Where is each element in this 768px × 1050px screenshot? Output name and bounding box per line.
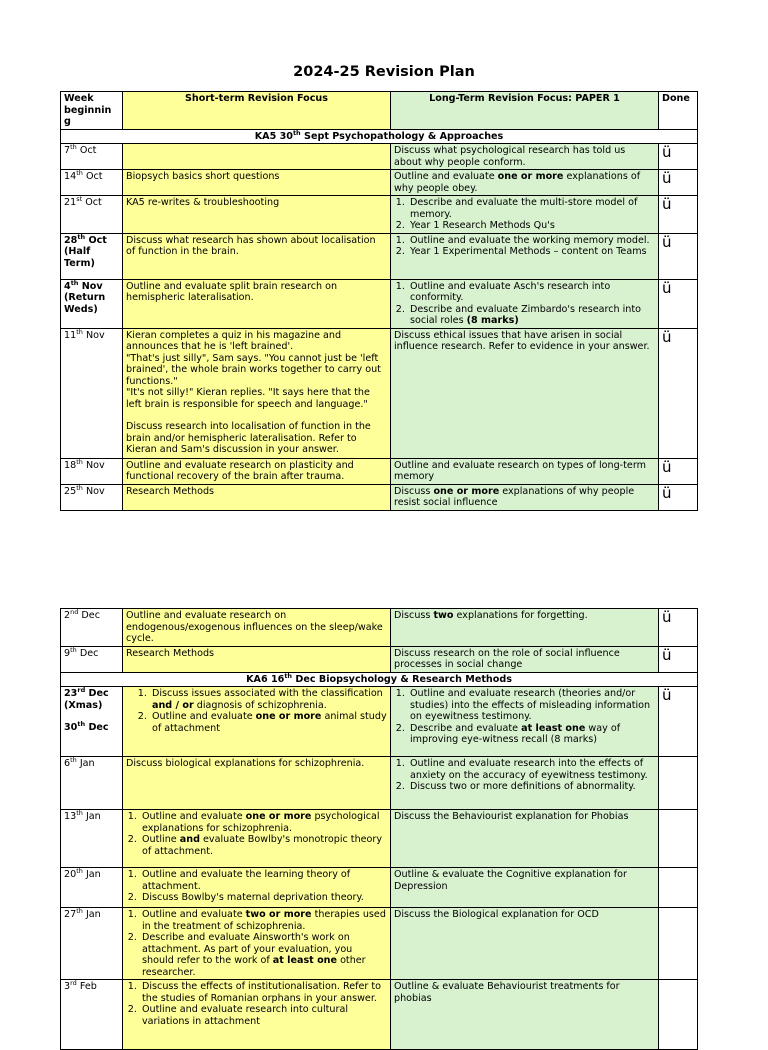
week-cell: 27: [64, 909, 77, 920]
long-term-cell: Discuss ethical issues that have arisen in social influence research. Refer to evidence in your answer.: [391, 328, 659, 458]
short-term-cell: 1. Discuss the effects of institutionalisation. Refer to the studies of Romanian orphans in your answer. 2. Outline and evaluate research into cultural variations in attachment: [123, 980, 391, 1050]
week-cell: 13: [64, 811, 77, 822]
short-term-cell: Research Methods: [123, 484, 391, 510]
long-term-cell: 1. Outline and evaluate Asch's research into conformity. 2. Describe and evaluate Zimbardo's research into social roles (8 marks): [391, 279, 659, 328]
ka6-row: KA6 16th Dec Biopsychology & Research Methods: [61, 672, 698, 687]
done-check: ü: [659, 279, 698, 328]
week-cell: 6: [64, 758, 71, 769]
done-empty: [659, 908, 698, 980]
week-cell: 28: [64, 234, 78, 246]
long-term-cell: Discuss the Behaviourist explanation for Phobias: [391, 810, 659, 868]
long-term-cell: 1. Describe and evaluate the multi-store model of memory. 2. Year 1 Research Methods Qu's: [391, 196, 659, 234]
table-row: 14th Oct Biopsych basics short questions Outline and evaluate one or more explanations of why people obey. ü: [61, 170, 698, 196]
done-empty: [659, 757, 698, 810]
long-term-cell: 1. Outline and evaluate research into the effects of anxiety on the accuracy of eyewitness testimony. 2. Discuss two or more definitions of abnormality.: [391, 757, 659, 810]
week-cell: 14: [64, 171, 77, 182]
long-term-cell: Discuss the Biological explanation for OCD: [391, 908, 659, 980]
table-row: 4th Nov (Return Weds) Outline and evaluate split brain research on hemispheric lateralisation. 1. Outline and evaluate Asch's research into conformity. 2. Describe and evaluate Zimbardo's research into social roles (8 marks) ü: [61, 279, 698, 328]
done-empty: [659, 868, 698, 908]
done-check: ü: [659, 458, 698, 484]
done-empty: [659, 980, 698, 1050]
done-check: ü: [659, 233, 698, 279]
short-term-cell: KA5 re-writes & troubleshooting: [123, 196, 391, 234]
table-row: 27th Jan 1. Outline and evaluate two or more therapies used in the treatment of schizophrenia. 2. Describe and evaluate Ainsworth's work on attachment. As part of your evaluation, you should refer to the work of at least one other researcher. Discuss the Biological explanation for OCD: [61, 908, 698, 980]
table-row: 13th Jan 1. Outline and evaluate one or more psychological explanations for schizophrenia. 2. Outline and evaluate Bowlby's monotropic theory of attachment. Discuss the Behaviourist explanation for Phobias: [61, 810, 698, 868]
week-cell: 11: [64, 329, 77, 341]
revision-table-part-1: [60, 91, 698, 511]
week-cell: 2: [64, 610, 71, 621]
long-term-cell: Outline and evaluate one or more explanations of why people obey.: [391, 170, 659, 196]
table-row: 28th Oct (Half Term) Discuss what research has shown about localisation of function in the brain. 1. Outline and evaluate the working memory model. 2. Year 1 Experimental Methods – content on Teams ü: [61, 233, 698, 279]
long-term-cell: Outline and evaluate research on types of long-term memory: [391, 458, 659, 484]
long-term-cell: Discuss two explanations for forgetting.: [391, 609, 659, 647]
ka5-row: KA5 30th Sept Psychopathology & Approaches: [61, 129, 698, 144]
week-cell: 3: [64, 981, 71, 992]
table-row: 25th Nov Research Methods Discuss one or more explanations of why people resist social influence ü: [61, 484, 698, 510]
header-long-term: Long-Term Revision Focus: PAPER 1: [391, 92, 659, 130]
long-term-cell: 1. Outline and evaluate the working memory model. 2. Year 1 Experimental Methods – content on Teams: [391, 233, 659, 279]
week-cell: 21: [64, 197, 77, 208]
week-cell: 30: [64, 722, 78, 733]
page-title: 2024-25 Revision Plan: [293, 64, 475, 80]
long-term-cell: Discuss what psychological research has told us about why people conform.: [391, 144, 659, 170]
week-cell: 20: [64, 869, 77, 880]
long-term-cell: Outline & evaluate the Cognitive explanation for Depression: [391, 868, 659, 908]
short-term-cell: 1. Discuss issues associated with the classification and / or diagnosis of schizophrenia. 2. Outline and evaluate one or more animal study of attachment: [123, 687, 391, 757]
long-term-cell: Discuss one or more explanations of why people resist social influence: [391, 484, 659, 510]
short-term-cell: 1. Outline and evaluate the learning theory of attachment. 2. Discuss Bowlby's maternal deprivation theory.: [123, 868, 391, 908]
done-check: ü: [659, 687, 698, 757]
done-empty: [659, 810, 698, 868]
week-cell: 4: [64, 280, 71, 292]
week-cell: 25: [64, 485, 77, 497]
done-check: ü: [659, 328, 698, 458]
long-term-cell: Discuss research on the role of social influence processes in social change: [391, 646, 659, 672]
short-term-cell: Outline and evaluate research on endogenous/exogenous influences on the sleep/wake cycle.: [123, 609, 391, 647]
header-short-term: Short-term Revision Focus: [123, 92, 391, 130]
done-check: ü: [659, 484, 698, 510]
done-check: ü: [659, 170, 698, 196]
done-check: ü: [659, 196, 698, 234]
short-term-cell: Outline and evaluate research on plasticity and functional recovery of the brain after trauma.: [123, 458, 391, 484]
table-row: 20th Jan 1. Outline and evaluate the learning theory of attachment. 2. Discuss Bowlby's maternal deprivation theory. Outline & evaluate the Cognitive explanation for Depression: [61, 868, 698, 908]
table-row: 3rd Feb 1. Discuss the effects of institutionalisation. Refer to the studies of Romanian orphans in your answer. 2. Outline and evaluate research into cultural variations in attachment Outline & evaluate Behaviourist treatments for phobias: [61, 980, 698, 1050]
table-row: 11th Nov Kieran completes a quiz in his magazine and announces that he is 'left brained'. "That's just silly", Sam says. "You cannot just be 'left brained', the whole brain works together to carry out functions." "It's not silly!" Kieran replies. "It says here that the left brain is responsible for speech and language." Discuss research into localisation of function in the brain and/or hemispheric lateralisation. Refer to Kieran and Sam's discussion in your answer. Discuss ethical issues that have arisen in social influence research. Refer to evidence in your answer. ü: [61, 328, 698, 458]
week-cell: 7: [64, 145, 71, 156]
short-term-cell: Kieran completes a quiz in his magazine and announces that he is 'left brained'. "That's just silly", Sam says. "You cannot just be 'left brained', the whole brain works together to carry out functions." "It's not silly!" Kieran replies. "It says here that the left brain is responsible for speech and language." Discuss research into localisation of function in the brain and/or hemispheric lateralisation. Refer to Kieran and Sam's discussion in your answer.: [123, 328, 391, 458]
short-term-cell: Discuss biological explanations for schizophrenia.: [123, 757, 391, 810]
table-row: 18th Nov Outline and evaluate research on plasticity and functional recovery of the brain after trauma. Outline and evaluate research on types of long-term memory ü: [61, 458, 698, 484]
week-cell: 23: [64, 688, 78, 699]
short-term-cell: Research Methods: [123, 646, 391, 672]
done-check: ü: [659, 609, 698, 647]
table-row: 9th Dec Research Methods Discuss research on the role of social influence processes in social change ü: [61, 646, 698, 672]
table-row: 23rd Dec (Xmas) 30th Dec 1. Discuss issues associated with the classification and / or diagnosis of schizophrenia. 2. Outline and evaluate one or more animal study of attachment 1. Outline and evaluate research (theories and/or studies) into the effects of misleading information on eyewitness testimony. 2. Describe and evaluate at least one way of improving eye-witness recall (8 marks) ü: [61, 687, 698, 757]
short-term-cell: 1. Outline and evaluate two or more therapies used in the treatment of schizophrenia. 2. Describe and evaluate Ainsworth's work on attachment. As part of your evaluation, you should refer to the work of at least one other researcher.: [123, 908, 391, 980]
short-term-cell: Biopsych basics short questions: [123, 170, 391, 196]
table-row: 21st Oct KA5 re-writes & troubleshooting 1. Describe and evaluate the multi-store model of memory. 2. Year 1 Research Methods Qu's ü: [61, 196, 698, 234]
week-cell: 18: [64, 459, 77, 471]
long-term-cell: Outline & evaluate Behaviourist treatments for phobias: [391, 980, 659, 1050]
short-term-cell: Outline and evaluate split brain research on hemispheric lateralisation.: [123, 279, 391, 328]
week-cell: 9: [64, 647, 71, 659]
header-done: Done: [659, 92, 698, 130]
short-term-cell: Discuss what research has shown about localisation of function in the brain.: [123, 233, 391, 279]
table-row: 6th Jan Discuss biological explanations for schizophrenia. 1. Outline and evaluate research into the effects of anxiety on the accuracy of eyewitness testimony. 2. Discuss two or more definitions of abnormality.: [61, 757, 698, 810]
table-row: 7th Oct Discuss what psychological research has told us about why people conform. ü: [61, 144, 698, 170]
done-check: ü: [659, 646, 698, 672]
table-row: 2nd Dec Outline and evaluate research on endogenous/exogenous influences on the sleep/wake cycle. Discuss two explanations for forgetting. ü: [61, 609, 698, 647]
revision-table-part-2: [60, 608, 698, 1050]
long-term-cell: 1. Outline and evaluate research (theories and/or studies) into the effects of misleading information on eyewitness testimony. 2. Describe and evaluate at least one way of improving eye-witness recall (8 marks): [391, 687, 659, 757]
ka6-label: KA6 16: [246, 673, 285, 685]
short-term-cell: 1. Outline and evaluate one or more psychological explanations for schizophrenia. 2. Outline and evaluate Bowlby's monotropic theory of attachment.: [123, 810, 391, 868]
ka5-label: KA5 30: [254, 130, 293, 142]
done-check: ü: [659, 144, 698, 170]
header-week: Week beginnin g: [61, 92, 123, 130]
short-term-cell: [123, 144, 391, 170]
